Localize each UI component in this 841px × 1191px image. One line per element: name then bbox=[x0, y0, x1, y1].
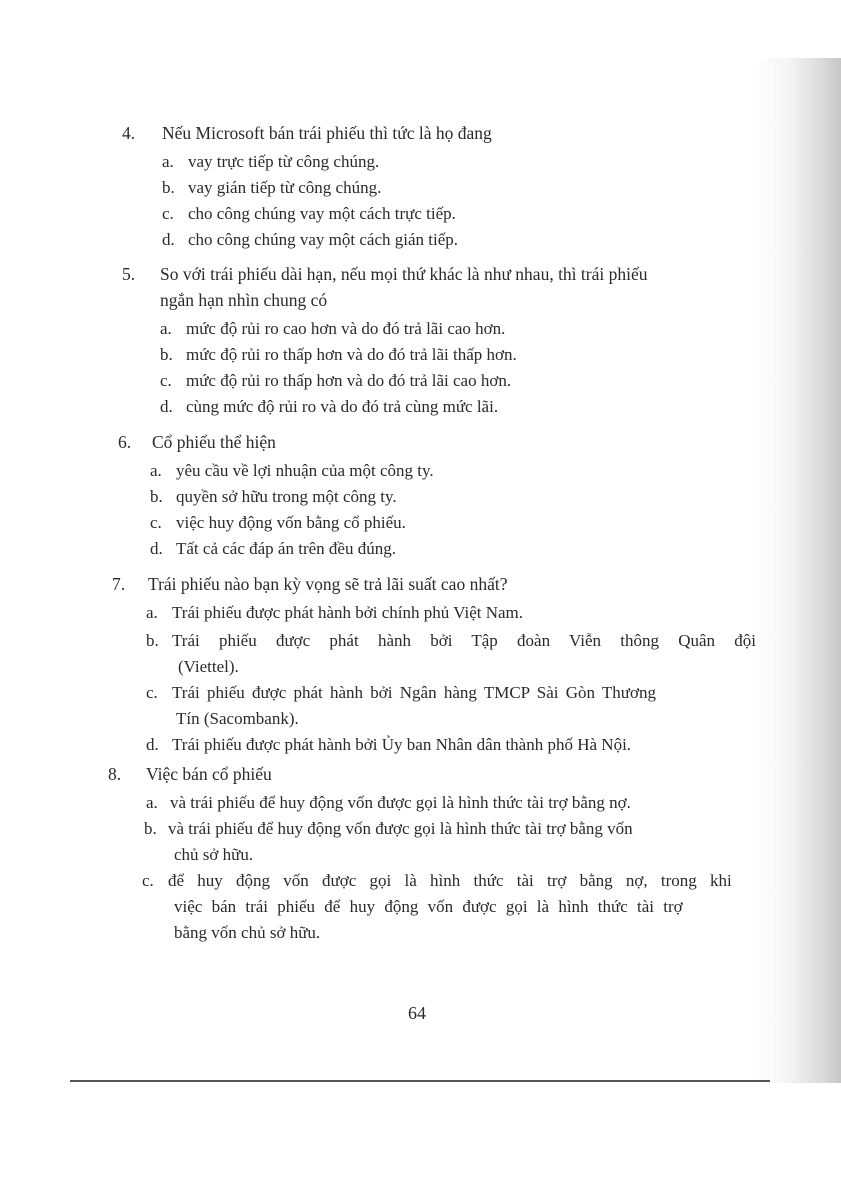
option-letter: a. bbox=[160, 319, 172, 338]
option-text-line-2: (Viettel). bbox=[178, 657, 239, 676]
option-text-line-2: chủ sở hữu. bbox=[174, 845, 254, 864]
question-text: Trái phiếu nào bạn kỳ vọng sẽ trả lãi suất cao nhất? bbox=[148, 574, 508, 594]
option-letter: a. bbox=[146, 793, 158, 812]
option-letter: c. bbox=[146, 683, 158, 702]
option-letter: a. bbox=[162, 152, 174, 171]
option-text-line-2: việc bán trái phiếu để huy động vốn được gọi là hình thức tài trợ bbox=[174, 897, 683, 916]
question-number: 4. bbox=[122, 123, 136, 143]
option-letter: c. bbox=[142, 871, 154, 890]
option-letter: b. bbox=[144, 819, 157, 838]
option-text: mức độ rủi ro thấp hơn và do đó trả lãi cao hơn. bbox=[186, 371, 512, 390]
option-text: vay gián tiếp từ công chúng. bbox=[188, 178, 382, 197]
question-text: Việc bán cổ phiếu bbox=[146, 764, 272, 784]
option-text: mức độ rủi ro cao hơn và do đó trả lãi cao hơn. bbox=[186, 319, 506, 338]
option-letter: c. bbox=[160, 371, 172, 390]
option-text: cùng mức độ rủi ro và do đó trả cùng mức lãi. bbox=[186, 397, 499, 416]
question-number: 8. bbox=[108, 764, 122, 784]
option-text-line-1: Trái phiếu được phát hành bởi Tập đoàn Viễn thông Quân đội bbox=[172, 631, 756, 650]
option-letter: c. bbox=[162, 204, 174, 223]
option-text: việc huy động vốn bằng cổ phiếu. bbox=[176, 513, 406, 532]
option-text: quyền sở hữu trong một công ty. bbox=[176, 487, 397, 506]
option-text-line-1: và trái phiếu để huy động vốn được gọi là hình thức tài trợ bằng vốn bbox=[168, 819, 633, 838]
option-letter: a. bbox=[146, 603, 158, 622]
question-text-line-2: ngắn hạn nhìn chung có bbox=[160, 290, 328, 310]
option-letter: b. bbox=[160, 345, 173, 364]
option-letter: a. bbox=[150, 461, 162, 480]
question-text: Cổ phiếu thể hiện bbox=[152, 432, 276, 452]
page-number: 64 bbox=[408, 1003, 426, 1023]
option-text: vay trực tiếp từ công chúng. bbox=[188, 152, 380, 171]
option-letter: b. bbox=[150, 487, 163, 506]
option-letter: b. bbox=[162, 178, 175, 197]
option-letter: c. bbox=[150, 513, 162, 532]
option-text-line-3: bằng vốn chủ sở hữu. bbox=[174, 923, 321, 942]
question-number: 6. bbox=[118, 432, 132, 452]
option-text: Trái phiếu được phát hành bởi Ủy ban Nhân dân thành phố Hà Nội. bbox=[172, 735, 632, 754]
option-text: cho công chúng vay một cách trực tiếp. bbox=[188, 204, 456, 223]
option-letter: d. bbox=[162, 230, 175, 249]
option-text-line-1: để huy động vốn được gọi là hình thức tài trợ bằng nợ, trong khi bbox=[168, 871, 732, 890]
question-text-line-1: So với trái phiếu dài hạn, nếu mọi thứ khác là như nhau, thì trái phiếu bbox=[160, 264, 648, 284]
option-text: và trái phiếu để huy động vốn được gọi là hình thức tài trợ bằng nợ. bbox=[170, 793, 631, 812]
option-text: cho công chúng vay một cách gián tiếp. bbox=[188, 230, 459, 249]
option-text: mức độ rủi ro thấp hơn và do đó trả lãi thấp hơn. bbox=[186, 345, 517, 364]
option-text: yêu cầu về lợi nhuận của một công ty. bbox=[176, 461, 434, 480]
option-letter: d. bbox=[146, 735, 159, 754]
option-text-line-2: Tín (Sacombank). bbox=[176, 709, 299, 728]
question-number: 7. bbox=[112, 574, 126, 594]
page-edge-shadow bbox=[755, 58, 841, 1083]
option-text: Tất cả các đáp án trên đều đúng. bbox=[176, 539, 396, 558]
option-text: Trái phiếu được phát hành bởi chính phủ Việt Nam. bbox=[172, 603, 524, 622]
question-text: Nếu Microsoft bán trái phiếu thì tức là họ đang bbox=[162, 123, 492, 143]
page-bottom-edge bbox=[70, 1080, 770, 1082]
option-letter: d. bbox=[160, 397, 173, 416]
option-letter: d. bbox=[150, 539, 163, 558]
option-text-line-1: Trái phiếu được phát hành bởi Ngân hàng TMCP Sài Gòn Thương bbox=[172, 683, 657, 702]
question-number: 5. bbox=[122, 264, 136, 284]
option-letter: b. bbox=[146, 631, 159, 650]
